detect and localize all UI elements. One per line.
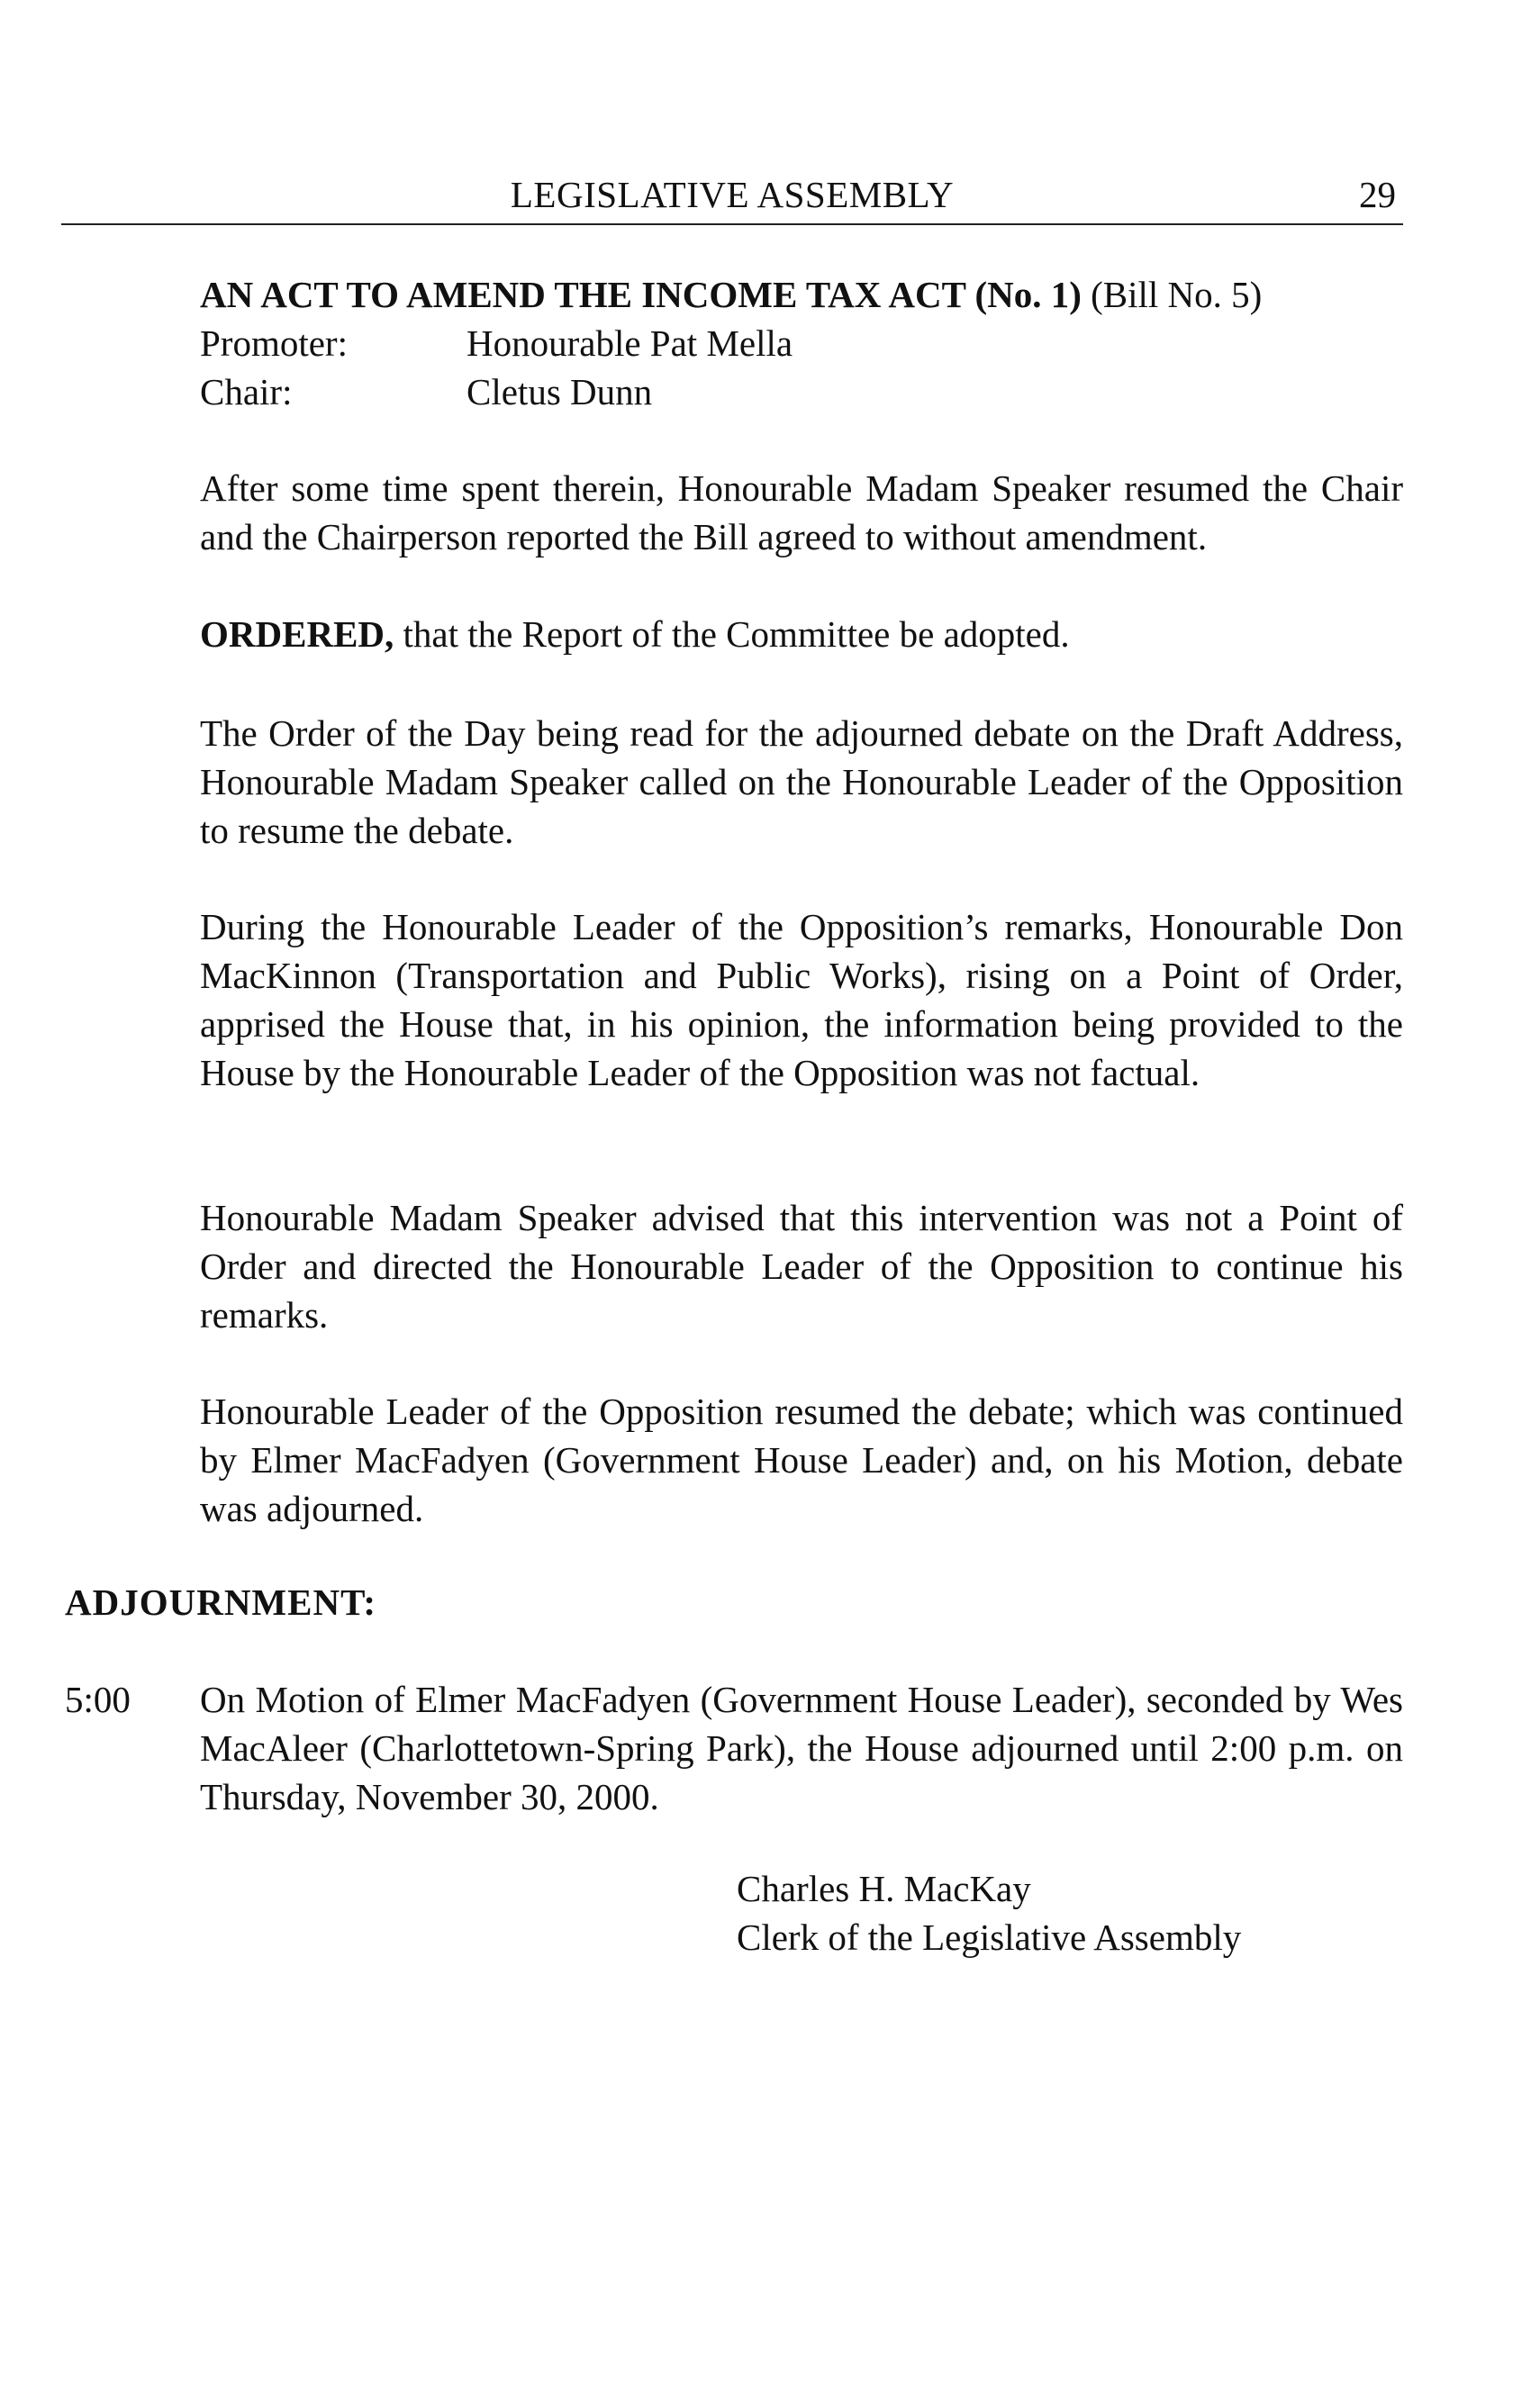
page-number: 29 <box>1359 174 1396 215</box>
page-header <box>61 169 1403 225</box>
chair-value: Cletus Dunn <box>467 371 653 412</box>
bill-title-bold: AN ACT TO AMEND THE INCOME TAX ACT (No. 1) <box>200 274 1082 315</box>
header-title: LEGISLATIVE ASSEMBLY <box>510 174 955 215</box>
signature-block <box>737 1864 1241 1962</box>
promoter-row <box>200 319 1407 367</box>
paragraph-ordered <box>200 610 1403 658</box>
signature-title: Clerk of the Legislative Assembly <box>737 1916 1242 1958</box>
paragraph-committee-report: After some time spent therein, Honourable Madam Speaker resumed the Chair and the Chairperson reported the Bill agreed to without amendment. <box>200 467 1403 557</box>
ordered-label: ORDERED, <box>200 613 394 655</box>
bill-number: (Bill No. 5) <box>1081 274 1263 315</box>
promoter-value: Honourable Pat Mella <box>467 322 793 364</box>
chair-label: Chair: <box>200 371 293 412</box>
paragraph-order-of-day: The Order of the Day being read for the adjourned debate on the Draft Address, Honourable Madam Speaker called on the Honourable Leader of the Opposition to resume the debate. <box>200 712 1403 851</box>
paragraph-debate-resumed: Honourable Leader of the Opposition resumed the debate; which was continued by Elmer MacFadyen (Government House Leader) and, on his Motion, debate was adjourned. <box>200 1391 1403 1529</box>
adjournment-text: On Motion of Elmer MacFadyen (Government House Leader), seconded by Wes MacAleer (Charlottetown-Spring Park), the House adjourned until 2:00 p.m. on Thursday, November 30, 2000. <box>200 1679 1403 1817</box>
paragraph-point-of-order: During the Honourable Leader of the Opposition’s remarks, Honourable Don MacKinnon (Transportation and Public Works), rising on a Point of Order, apprised the House that, in his opinion, the information being provided to the House by the Honourable Leader of the Opposition was not factual. <box>200 906 1403 1093</box>
bill-block <box>200 270 1407 416</box>
bill-title <box>200 270 1407 319</box>
adjournment-time: 5:00 <box>65 1679 131 1720</box>
adjournment-heading: ADJOURNMENT: <box>65 1581 377 1623</box>
ordered-text: that the Report of the Committee be adopted. <box>394 613 1070 655</box>
promoter-label: Promoter: <box>200 322 348 364</box>
chair-row <box>200 367 1407 416</box>
signature-name: Charles H. MacKay <box>737 1868 1031 1909</box>
paragraph-speaker-ruling: Honourable Madam Speaker advised that this intervention was not a Point of Order and directed the Honourable Leader of the Opposition to continue his remarks. <box>200 1197 1403 1336</box>
